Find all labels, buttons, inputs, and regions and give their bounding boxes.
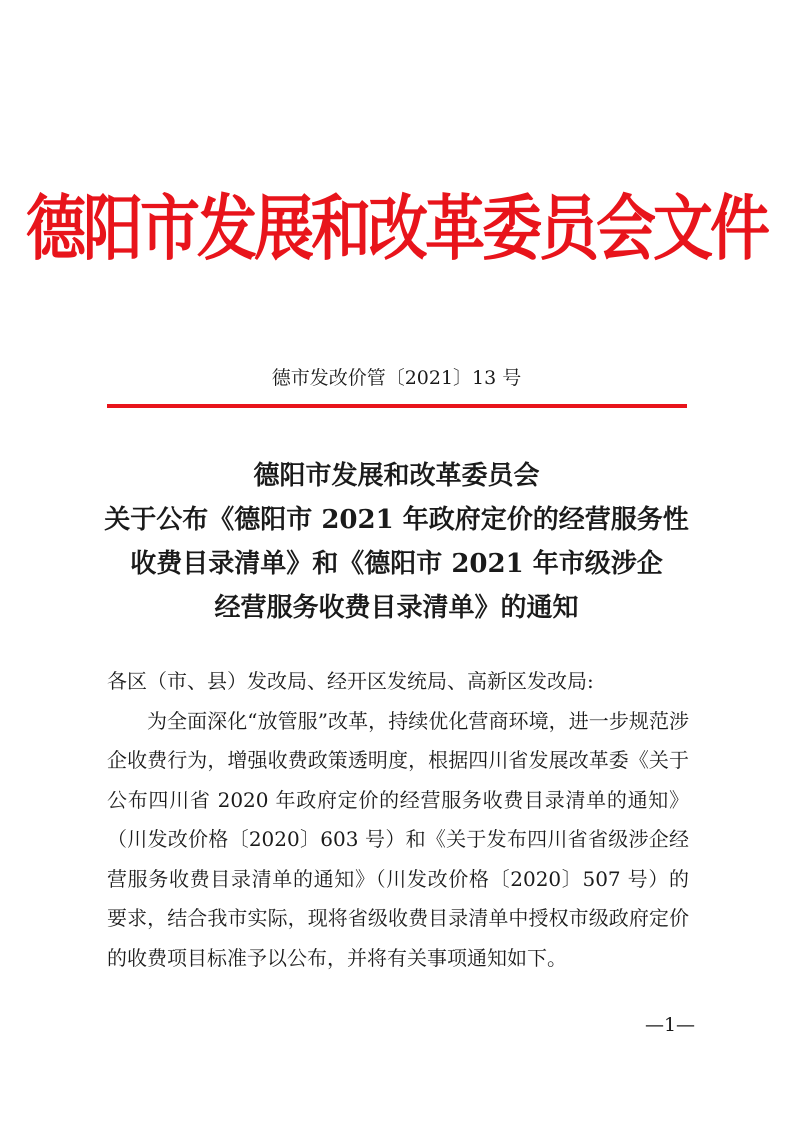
title-line-1: 德阳市发展和改革委员会	[253, 461, 540, 491]
title-line-4: 经营服务收费目录清单》的通知	[214, 593, 579, 623]
document-number: 德市发改价管〔2021〕13 号	[271, 367, 522, 389]
title-line-2: 关于公布《德阳市 2021 年政府定价的经营服务性	[104, 505, 689, 535]
red-divider-line	[107, 404, 687, 408]
salutation: 各区（市、县）发改局、经开区发统局、高新区发改局:	[107, 669, 594, 693]
body-text	[107, 662, 689, 978]
notice-title	[0, 454, 793, 630]
title-line-3: 收费目录清单》和《德阳市 2021 年市级涉企	[130, 549, 663, 579]
masthead-title: 德阳市发展和改革委员会文件	[26, 187, 767, 271]
body-paragraph: 为全面深化“放管服”改革，持续优化营商环境，进一步规范涉企收费行为，增强收费政策透明度，根据四川省发展改革委《关于公布四川省 2020 年政府定价的经营服务收费目录清单的通知》（川发改价格〔2020〕603 号）和《关于发布四川省省级涉企经营服务收费目录清单的通知》（川发改价格〔2020〕507 号）的要求，结合我市实际，现将省级收费目录清单中授权市级政府定价的收费项目标准予以公布，并将有关事项通知如下。	[107, 708, 689, 970]
page-number: —1—	[644, 1014, 696, 1036]
